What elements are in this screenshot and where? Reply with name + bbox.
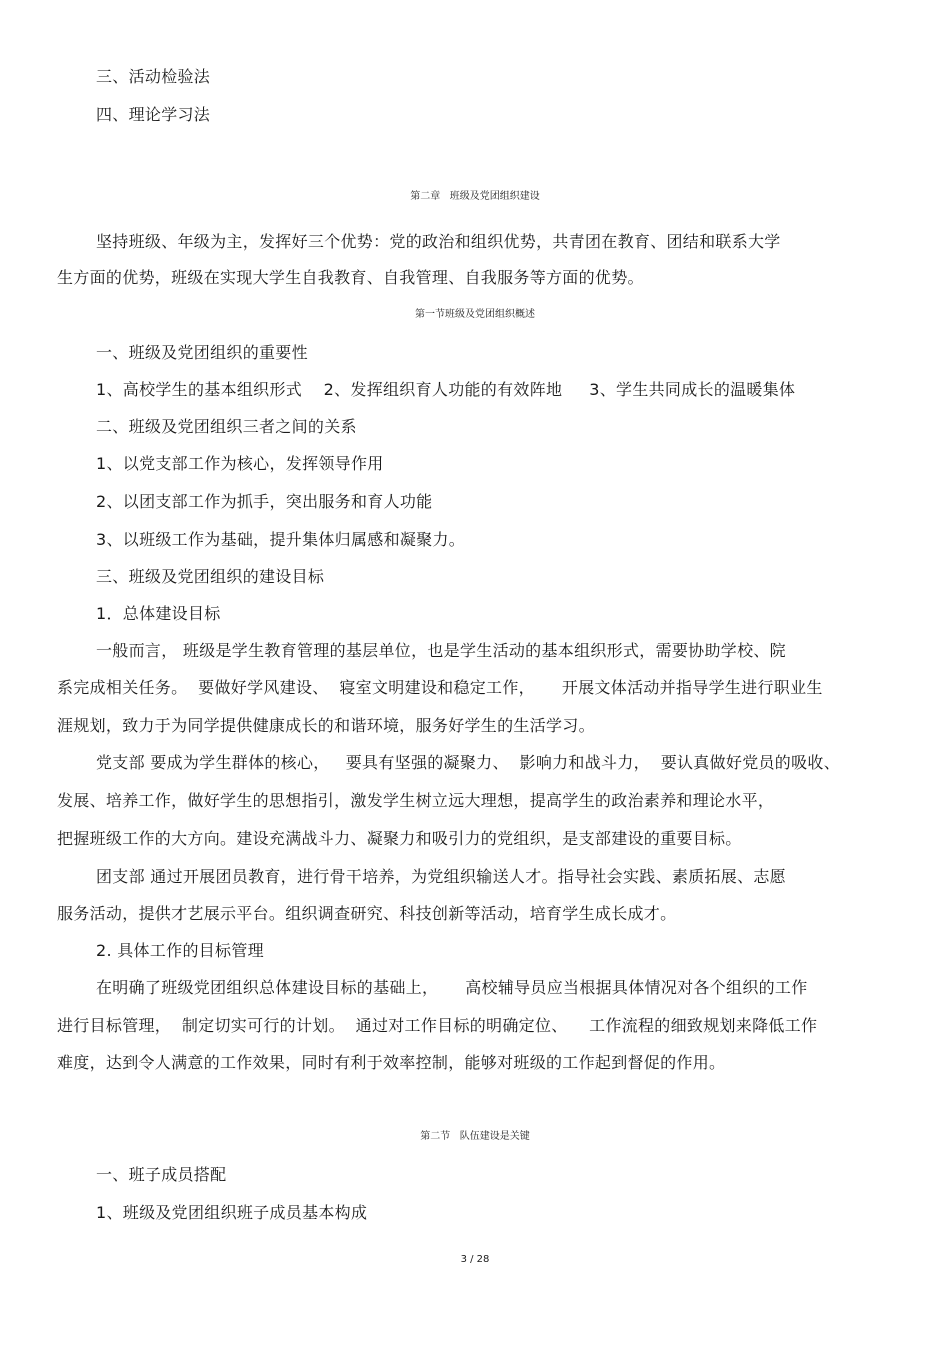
paragraph-line: 系完成相关任务。 要做好学风建设、 寝室文明建设和稳定工作， 开展文体活动并指导学生进行职业生	[57, 678, 823, 697]
chapter-title: 第二章 班级及党团组织建设	[410, 191, 540, 202]
subsection-heading: 二、班级及党团组织三者之间的关系	[96, 417, 357, 436]
paragraph-line: 在明确了班级党团组织总体建设目标的基础上， 高校辅导员应当根据具体情况对各个组织的工作	[96, 978, 808, 997]
section-title: 第一节班级及党团组织概述	[415, 309, 535, 320]
paragraph-line: 坚持班级、年级为主，发挥好三个优势：党的政治和组织优势，共青团在教育、团结和联系大学	[96, 232, 781, 251]
page-number: 3 / 28	[460, 1254, 490, 1265]
paragraph-line: 生方面的优势，班级在实现大学生自我教育、自我管理、自我服务等方面的优势。	[57, 268, 644, 287]
paragraph-line: 把握班级工作的大方向。建设充满战斗力、凝聚力和吸引力的党组织，是支部建设的重要目标。	[57, 829, 742, 848]
subsection-heading: 1．总体建设目标	[96, 604, 221, 623]
section-heading: 四、理论学习法	[96, 105, 211, 124]
list-item: 2、以团支部工作为抓手，突出服务和育人功能	[96, 492, 433, 511]
list-item: 1、班级及党团组织班子成员基本构成	[96, 1203, 368, 1222]
paragraph-line: 服务活动，提供才艺展示平台。组织调查研究、科技创新等活动，培育学生成长成才。	[57, 904, 677, 923]
paragraph-line: 党支部 要成为学生群体的核心， 要具有坚强的凝聚力、 影响力和战斗力， 要认真做好党员的吸收、	[96, 753, 840, 772]
section-heading: 三、活动检验法	[96, 67, 211, 86]
paragraph-line: 难度，达到令人满意的工作效果，同时有利于效率控制，能够对班级的工作起到督促的作用。	[57, 1053, 726, 1072]
list-item: 3、以班级工作为基础，提升集体归属感和凝聚力。	[96, 530, 466, 549]
paragraph-line: 一般而言， 班级是学生教育管理的基层单位，也是学生活动的基本组织形式，需要协助学校、院	[96, 641, 786, 660]
subsection-heading: 2. 具体工作的目标管理	[96, 941, 264, 960]
section-title: 第二节 队伍建设是关键	[420, 1131, 530, 1142]
paragraph-line: 团支部 通过开展团员教育，进行骨干培养，为党组织输送人才。指导社会实践、素质拓展、志愿	[96, 867, 786, 886]
subsection-heading: 一、班子成员搭配	[96, 1165, 227, 1184]
paragraph-line: 涯规划，致力于为同学提供健康成长的和谐环境，服务好学生的生活学习。	[57, 716, 595, 735]
paragraph-line: 发展、培养工作，做好学生的思想指引，激发学生树立远大理想，提高学生的政治素养和理论水平，	[57, 791, 775, 810]
paragraph-line: 进行目标管理， 制定切实可行的计划。 通过对工作目标的明确定位、 工作流程的细致规划来降低工作	[57, 1016, 818, 1035]
list-line: 1、高校学生的基本组织形式 2、发挥组织育人功能的有效阵地 3、学生共同成长的温暖集体	[96, 380, 796, 399]
subsection-heading: 三、班级及党团组织的建设目标	[96, 567, 325, 586]
list-item: 1、以党支部工作为核心，发挥领导作用	[96, 454, 384, 473]
subsection-heading: 一、班级及党团组织的重要性	[96, 343, 308, 362]
